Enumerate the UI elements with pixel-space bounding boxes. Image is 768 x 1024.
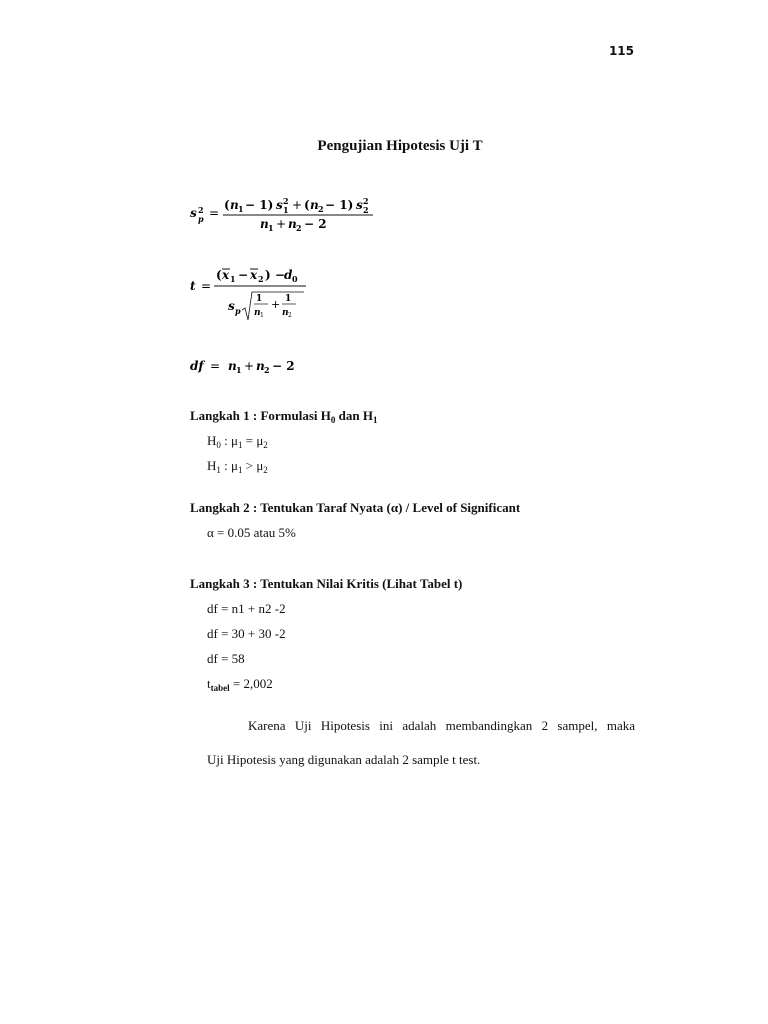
svg-text:1: 1 xyxy=(268,223,274,232)
t-tabel-sub: tabel xyxy=(210,683,230,693)
svg-text:2: 2 xyxy=(296,223,302,232)
step1-heading-text: Langkah 1 : Formulasi H xyxy=(190,408,331,423)
h1-sub: 1 xyxy=(216,465,221,475)
null-hypothesis xyxy=(207,433,268,449)
h0-mu: : μ xyxy=(220,433,238,448)
svg-text:+: + xyxy=(276,217,287,231)
h1-mu-sub-a: 1 xyxy=(237,465,243,475)
svg-text:2: 2 xyxy=(264,365,270,375)
svg-text:s: s xyxy=(276,198,283,212)
alpha-value: α = 0.05 atau 5% xyxy=(207,525,296,540)
h0-sub: 0 xyxy=(216,440,221,450)
step1-heading xyxy=(190,408,377,424)
svg-text:(: ( xyxy=(304,198,310,212)
svg-text:+: + xyxy=(271,298,281,311)
svg-text:2: 2 xyxy=(363,205,369,215)
svg-text:x: x xyxy=(222,268,230,282)
step3-heading: Langkah 3 : Tentukan Nilai Kritis (Lihat Tabel t) xyxy=(190,576,463,591)
t-tabel-symbol: t xyxy=(207,676,211,691)
svg-text:2: 2 xyxy=(288,312,292,319)
svg-text:− 2: − 2 xyxy=(272,359,295,373)
svg-text:−: − xyxy=(238,268,249,282)
df-line-2: df = 30 + 30 -2 xyxy=(207,626,286,641)
svg-text:0: 0 xyxy=(292,274,298,284)
page-number: 115 xyxy=(608,44,634,58)
svg-text:n: n xyxy=(260,217,269,231)
t-tabel-value: = 2,002 xyxy=(229,676,273,691)
svg-text:1: 1 xyxy=(285,294,292,304)
svg-text:2: 2 xyxy=(283,196,289,206)
svg-text:2: 2 xyxy=(318,204,324,214)
svg-text:n: n xyxy=(228,359,237,373)
h1-mu-sub-b: 2 xyxy=(263,465,268,475)
t-tabel-line xyxy=(207,676,273,692)
step1-heading-sub1: 1 xyxy=(372,415,378,425)
svg-text:s: s xyxy=(228,299,235,313)
df-svg xyxy=(188,355,318,377)
t-statistic-svg xyxy=(188,264,318,324)
svg-text:+: + xyxy=(292,198,303,212)
step1-heading-sub0: 0 xyxy=(330,415,336,425)
svg-text:n: n xyxy=(310,198,319,212)
svg-text:1: 1 xyxy=(236,365,242,375)
svg-text:− 1): − 1) xyxy=(325,198,354,212)
svg-text:1: 1 xyxy=(238,204,244,214)
h0-label: H xyxy=(207,433,217,448)
svg-text:1: 1 xyxy=(260,312,264,319)
svg-text:− 2: − 2 xyxy=(304,217,327,231)
svg-text:(: ( xyxy=(216,268,222,282)
h0-mu-sub-a: 1 xyxy=(237,440,243,450)
svg-text:df: df xyxy=(190,359,204,373)
svg-text:t: t xyxy=(190,279,196,293)
conclusion-line-1: Karena Uji Hipotesis ini adalah membandingkan 2 sampel, maka xyxy=(248,718,635,733)
alt-hypothesis xyxy=(207,458,268,474)
pooled-variance-svg xyxy=(188,192,388,232)
step1-heading-mid: dan H xyxy=(335,408,373,423)
svg-text:=: = xyxy=(201,279,212,293)
h1-mu: : μ xyxy=(220,458,238,473)
svg-text:n: n xyxy=(256,359,265,373)
svg-text:2: 2 xyxy=(198,205,204,215)
svg-text:n: n xyxy=(230,198,239,212)
conclusion-line-2: Uji Hipotesis yang digunakan adalah 2 sample t test. xyxy=(207,752,481,767)
step2-heading: Langkah 2 : Tentukan Taraf Nyata (α) / Level of Significant xyxy=(190,500,521,515)
page-title: Pengujian Hipotesis Uji T xyxy=(317,138,483,154)
svg-text:d: d xyxy=(284,268,293,282)
svg-text:x: x xyxy=(250,268,258,282)
svg-text:− 1): − 1) xyxy=(245,198,274,212)
svg-text:2: 2 xyxy=(363,196,369,206)
svg-text:=: = xyxy=(210,359,221,373)
svg-text:1: 1 xyxy=(230,274,236,284)
h1-operator: > μ xyxy=(242,458,264,473)
h0-mu-sub-b: 2 xyxy=(263,440,268,450)
svg-text:) −: ) − xyxy=(265,268,285,282)
svg-text:+: + xyxy=(244,359,255,373)
svg-text:n: n xyxy=(282,308,289,318)
svg-text:1: 1 xyxy=(283,205,289,215)
svg-text:s: s xyxy=(356,198,363,212)
h1-label: H xyxy=(207,458,217,473)
df-line-3: df = 58 xyxy=(207,651,245,666)
svg-text:p: p xyxy=(235,306,241,316)
svg-text:(: ( xyxy=(224,198,230,212)
svg-text:p: p xyxy=(198,214,204,224)
svg-text:s: s xyxy=(190,206,197,220)
h0-operator: = μ xyxy=(242,433,264,448)
svg-text:n: n xyxy=(254,308,261,318)
svg-text:2: 2 xyxy=(258,274,264,284)
svg-text:n: n xyxy=(288,217,297,231)
svg-text:1: 1 xyxy=(256,294,263,304)
svg-text:=: = xyxy=(209,206,220,220)
df-line-1: df = n1 + n2 -2 xyxy=(207,601,286,616)
